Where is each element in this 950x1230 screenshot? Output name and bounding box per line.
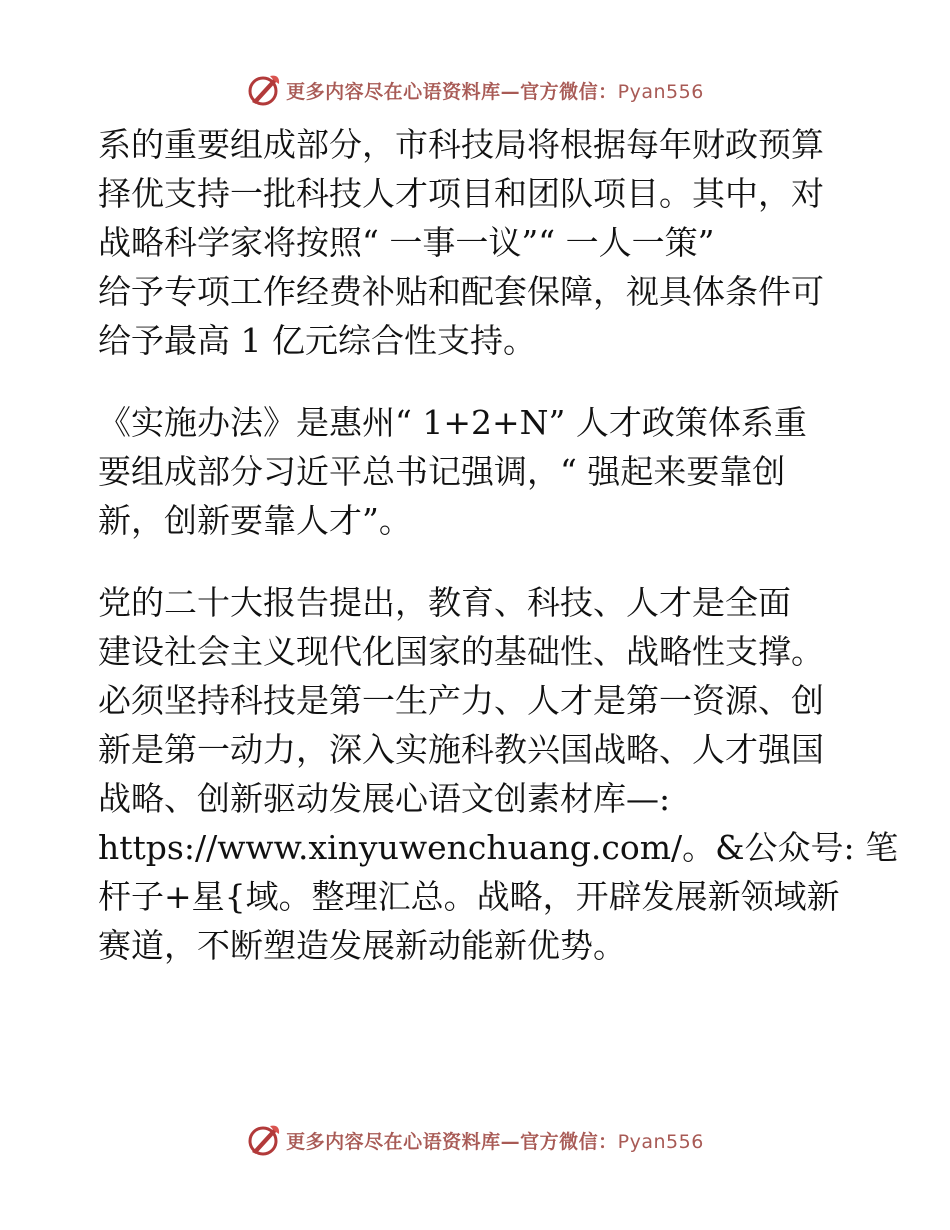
- text-line: 党的二十大报告提出，教育、科技、人才是全面: [98, 583, 791, 622]
- watermark-text: 更多内容尽在心语资料库—官方微信：Pyan556: [286, 80, 704, 103]
- text-line: 必须坚持科技是第一生产力、人才是第一资源、创: [98, 681, 824, 720]
- text-line: 给予最高 1 亿元综合性支持。: [98, 321, 536, 360]
- document-body: [98, 120, 899, 970]
- watermark-wechat-id: Pyan556: [617, 80, 704, 103]
- quill-logo-icon: [246, 1122, 282, 1158]
- paragraph-2: [98, 398, 858, 545]
- text-line: 新，创新要靠人才”。: [98, 501, 412, 540]
- quill-logo-icon: [246, 72, 282, 108]
- text-line: 战略科学家将按照“ 一事一议”“ 一人一策”: [98, 223, 715, 262]
- text-line-url: https://www.xinyuwenchuang.com/。&公众号: 笔: [98, 828, 899, 867]
- paragraph-1: [98, 120, 858, 365]
- text-line: 战略、创新驱动发展心语文创素材库—:: [98, 779, 671, 818]
- text-line: 《实施办法》是惠州“ 1+2+N” 人才政策体系重: [98, 403, 807, 442]
- watermark-wechat-id: Pyan556: [617, 1130, 704, 1153]
- text-line: 赛道，不断塑造发展新动能新优势。: [98, 926, 626, 965]
- footer-watermark: [0, 1120, 950, 1160]
- header-watermark: [0, 70, 950, 110]
- watermark-text: 更多内容尽在心语资料库—官方微信：Pyan556: [286, 1130, 704, 1153]
- text-line: 给予专项工作经费补贴和配套保障，视具体条件可: [98, 272, 824, 311]
- text-line: 建设社会主义现代化国家的基础性、战略性支撑。: [98, 632, 824, 671]
- text-line: 新是第一动力，深入实施科教兴国战略、人才强国: [98, 730, 824, 769]
- text-line: 择优支持一批科技人才项目和团队项目。其中，对: [98, 174, 824, 213]
- text-line: 要组成部分习近平总书记强调，“ 强起来要靠创: [98, 452, 786, 491]
- text-line: 系的重要组成部分，市科技局将根据每年财政预算: [98, 125, 824, 164]
- paragraph-3: [98, 578, 899, 970]
- text-line: 杆子+星{域。整理汇总。战略，开辟发展新领域新: [98, 877, 840, 916]
